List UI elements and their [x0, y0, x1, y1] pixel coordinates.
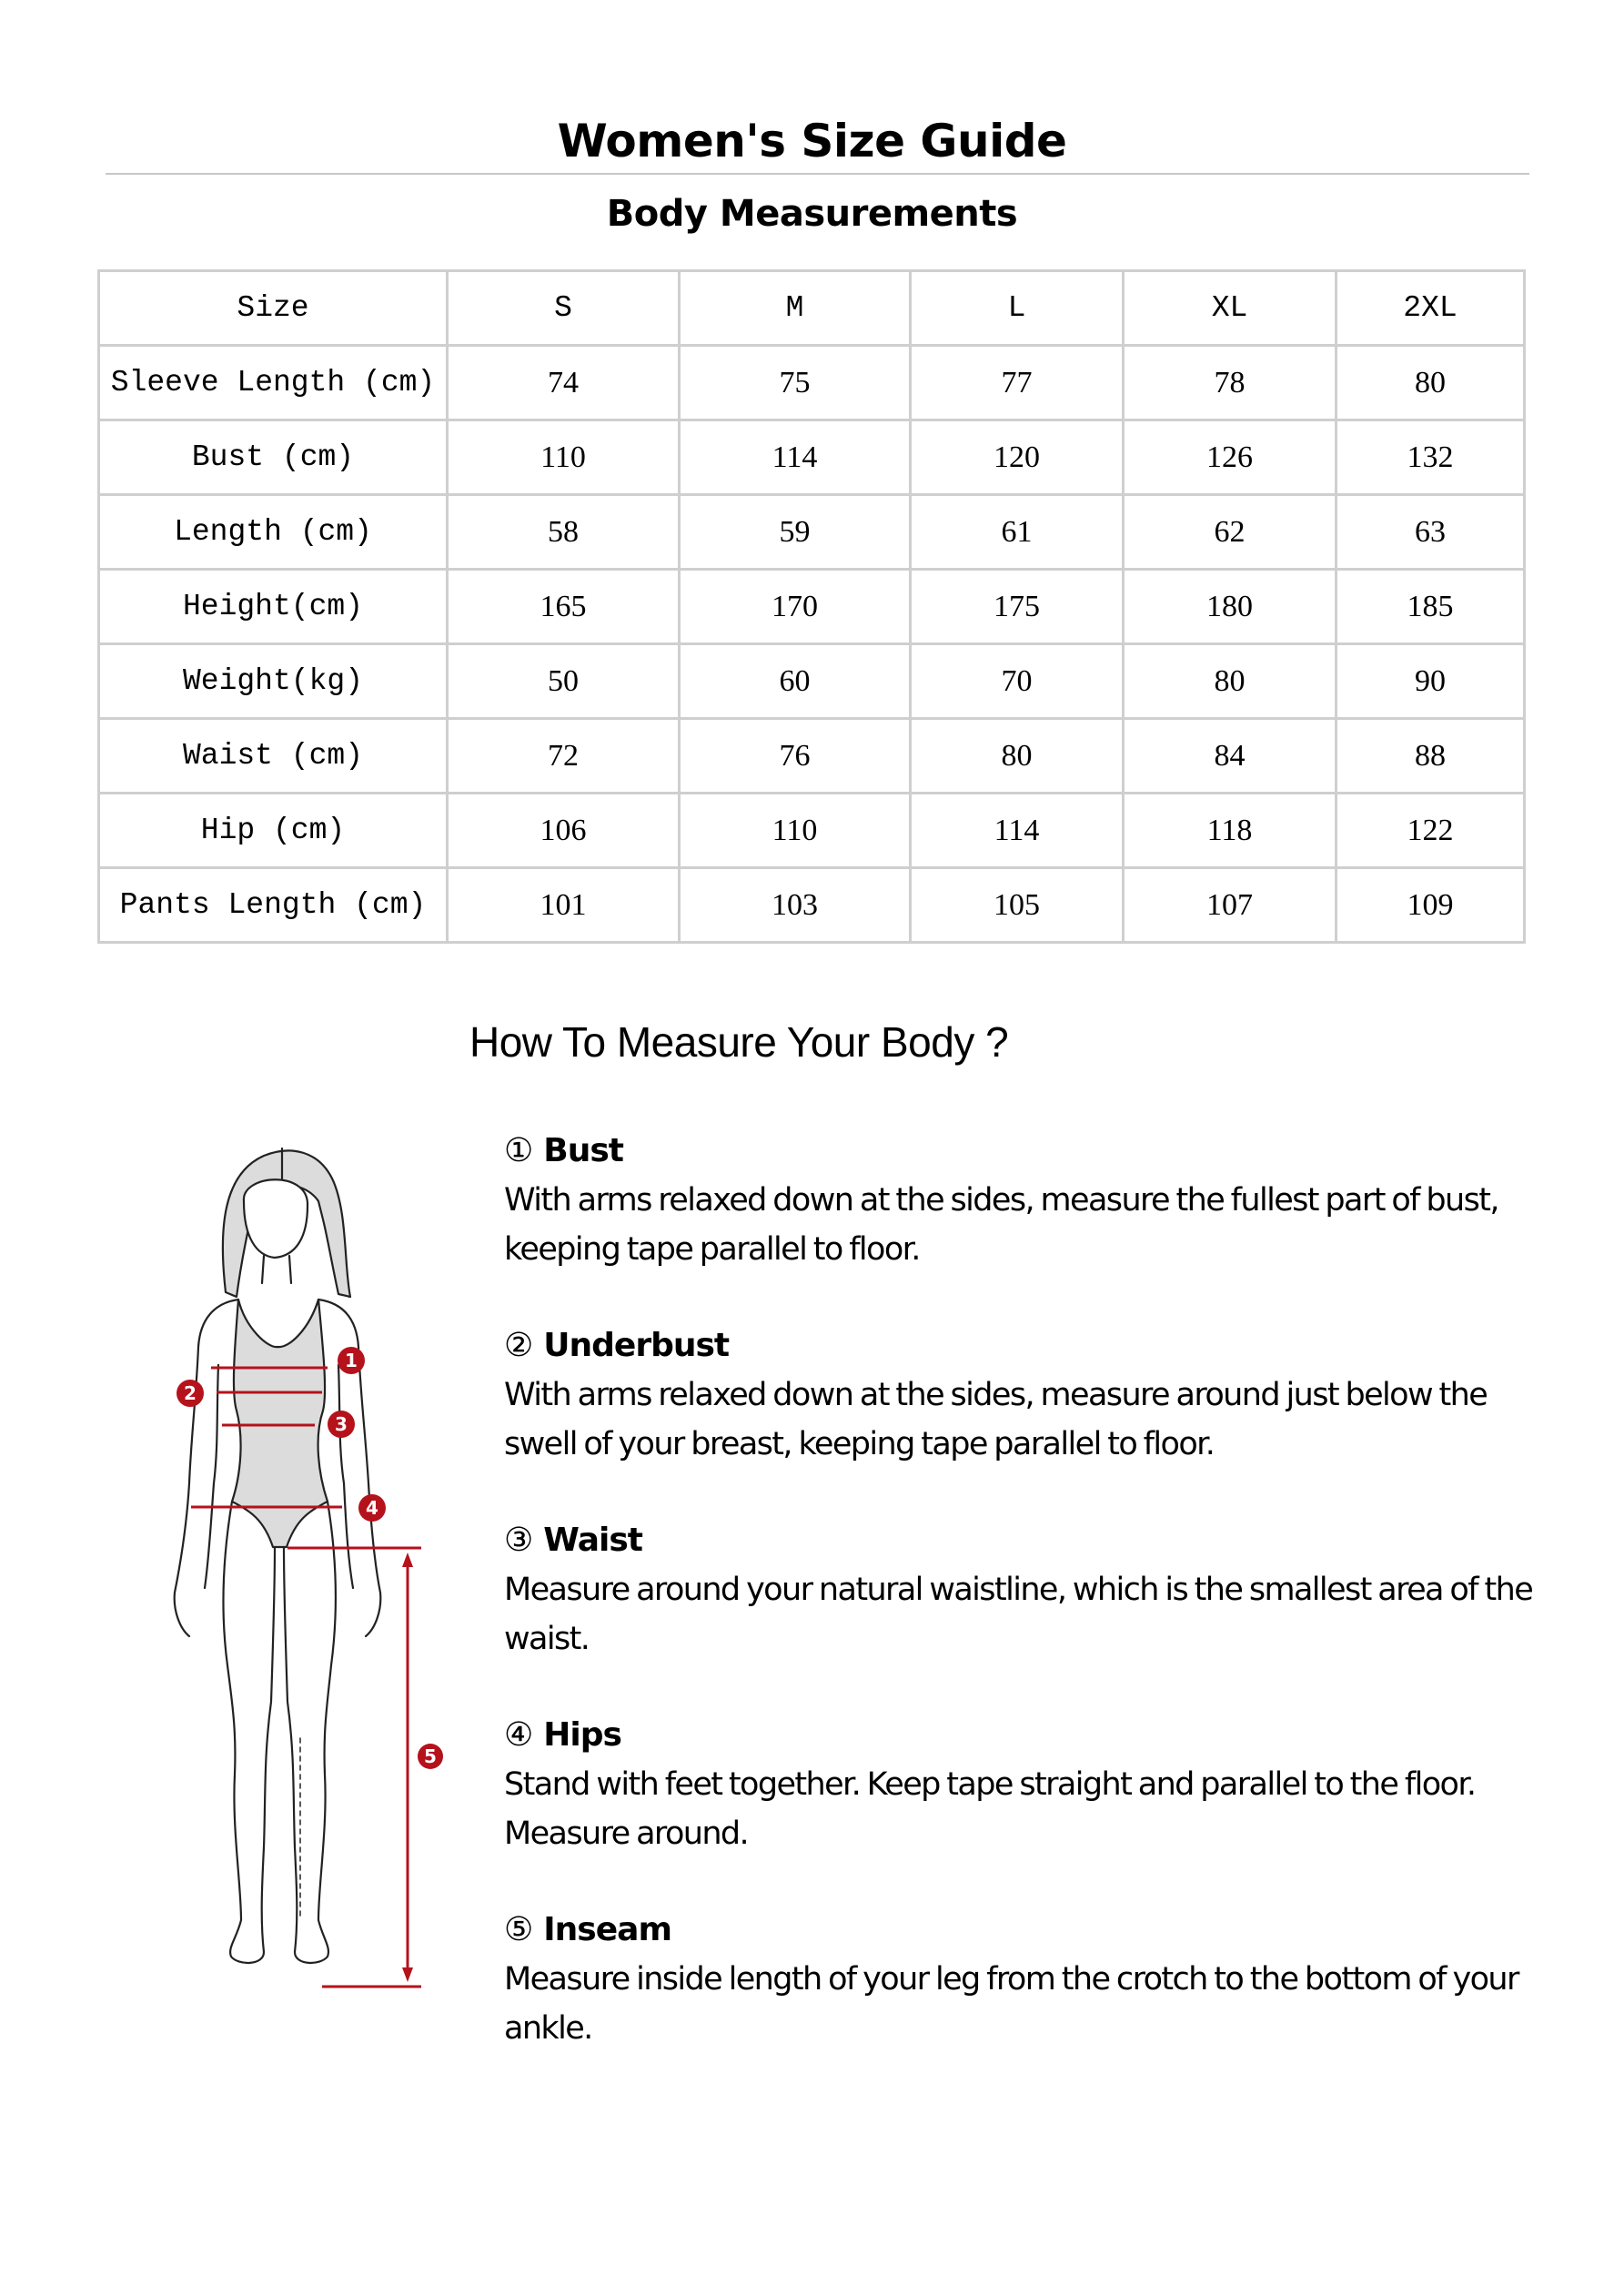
- table-cell: 50: [448, 644, 680, 719]
- table-header-row: [99, 271, 1525, 346]
- table-cell: 61: [911, 495, 1124, 570]
- table-cell: 88: [1337, 719, 1525, 794]
- table-cell: 80: [911, 719, 1124, 794]
- table-cell: 103: [680, 868, 911, 943]
- step-description: Measure around your natural waistline, which is the smallest area of the waist.: [504, 1572, 1533, 1657]
- table-cell: 80: [1337, 346, 1525, 420]
- table-cell: 175: [911, 570, 1124, 644]
- step-number-icon: ⑤: [504, 1911, 533, 1948]
- table-cell: 62: [1124, 495, 1337, 570]
- table-cell: 90: [1337, 644, 1525, 719]
- step-title: Waist: [543, 1522, 642, 1559]
- table-cell: 132: [1337, 420, 1525, 495]
- row-label: Hip (cm): [99, 794, 448, 868]
- row-label: Sleeve Length (cm): [99, 346, 448, 420]
- how-to-measure-heading: How To Measure Your Body ?: [469, 1018, 1009, 1066]
- table-cell: 101: [448, 868, 680, 943]
- column-header: L: [911, 271, 1124, 346]
- step-number-icon: ②: [504, 1327, 533, 1364]
- step-description: With arms relaxed down at the sides, measure around just below the swell of your breast, keeping tape parallel to floor.: [504, 1377, 1488, 1462]
- step-inseam: [504, 1906, 1541, 2053]
- table-cell: 60: [680, 644, 911, 719]
- table-cell: 74: [448, 346, 680, 420]
- page-title: Women's Size Guide: [557, 115, 1067, 167]
- table-cell: 110: [680, 794, 911, 868]
- row-label: Waist (cm): [99, 719, 448, 794]
- table-row: [99, 420, 1525, 495]
- row-label: Weight(kg): [99, 644, 448, 719]
- table-cell: 105: [911, 868, 1124, 943]
- table-row: [99, 346, 1525, 420]
- step-description: Stand with feet together. Keep tape straight and parallel to the floor. Measure around.: [504, 1766, 1476, 1852]
- table-cell: 78: [1124, 346, 1337, 420]
- step-description: Measure inside length of your leg from the crotch to the bottom of your ankle.: [504, 1961, 1518, 2047]
- table-cell: 180: [1124, 570, 1337, 644]
- table-row: [99, 644, 1525, 719]
- step-bust: [504, 1127, 1541, 1274]
- step-title: Inseam: [543, 1911, 671, 1948]
- svg-text:3: 3: [335, 1413, 348, 1435]
- table-cell: 58: [448, 495, 680, 570]
- table-cell: 185: [1337, 570, 1525, 644]
- column-header: M: [680, 271, 911, 346]
- table-cell: 109: [1337, 868, 1525, 943]
- table-cell: 118: [1124, 794, 1337, 868]
- table-cell: 63: [1337, 495, 1525, 570]
- svg-text:5: 5: [424, 1745, 437, 1767]
- table-cell: 122: [1337, 794, 1525, 868]
- step-title: Hips: [543, 1716, 621, 1754]
- table-cell: 70: [911, 644, 1124, 719]
- step-description: With arms relaxed down at the sides, measure the fullest part of bust, keeping tape parallel to floor.: [504, 1182, 1498, 1268]
- svg-text:1: 1: [345, 1350, 358, 1371]
- step-underbust: [504, 1321, 1541, 1469]
- row-label: Bust (cm): [99, 420, 448, 495]
- table-cell: 165: [448, 570, 680, 644]
- row-label: Height(cm): [99, 570, 448, 644]
- table-cell: 77: [911, 346, 1124, 420]
- step-number-icon: ④: [504, 1716, 533, 1754]
- step-hips: [504, 1711, 1541, 1858]
- table-cell: 72: [448, 719, 680, 794]
- section-title-body-measurements: Body Measurements: [606, 193, 1018, 235]
- table-cell: 170: [680, 570, 911, 644]
- column-header: Size: [99, 271, 448, 346]
- step-number-icon: ③: [504, 1522, 533, 1559]
- table-cell: 107: [1124, 868, 1337, 943]
- measurement-steps: [504, 1127, 1541, 2100]
- column-header: XL: [1124, 271, 1337, 346]
- column-header: 2XL: [1337, 271, 1525, 346]
- size-chart-table: [97, 269, 1526, 944]
- table-cell: 106: [448, 794, 680, 868]
- svg-text:2: 2: [184, 1382, 197, 1404]
- table-cell: 75: [680, 346, 911, 420]
- table-row: [99, 794, 1525, 868]
- svg-text:4: 4: [366, 1497, 378, 1519]
- table-cell: 114: [680, 420, 911, 495]
- table-row: [99, 570, 1525, 644]
- title-divider: [106, 173, 1529, 175]
- table-cell: 114: [911, 794, 1124, 868]
- column-header: S: [448, 271, 680, 346]
- table-cell: 126: [1124, 420, 1337, 495]
- row-label: Pants Length (cm): [99, 868, 448, 943]
- step-title: Bust: [543, 1132, 623, 1169]
- step-waist: [504, 1516, 1541, 1664]
- row-label: Length (cm): [99, 495, 448, 570]
- table-cell: 110: [448, 420, 680, 495]
- step-title: Underbust: [543, 1327, 730, 1364]
- step-number-icon: ①: [504, 1132, 533, 1169]
- table-cell: 120: [911, 420, 1124, 495]
- table-cell: 80: [1124, 644, 1337, 719]
- body-measurement-figure: [136, 1138, 446, 2011]
- table-row: [99, 495, 1525, 570]
- table-cell: 59: [680, 495, 911, 570]
- table-cell: 84: [1124, 719, 1337, 794]
- table-row: [99, 868, 1525, 943]
- table-cell: 76: [680, 719, 911, 794]
- table-row: [99, 719, 1525, 794]
